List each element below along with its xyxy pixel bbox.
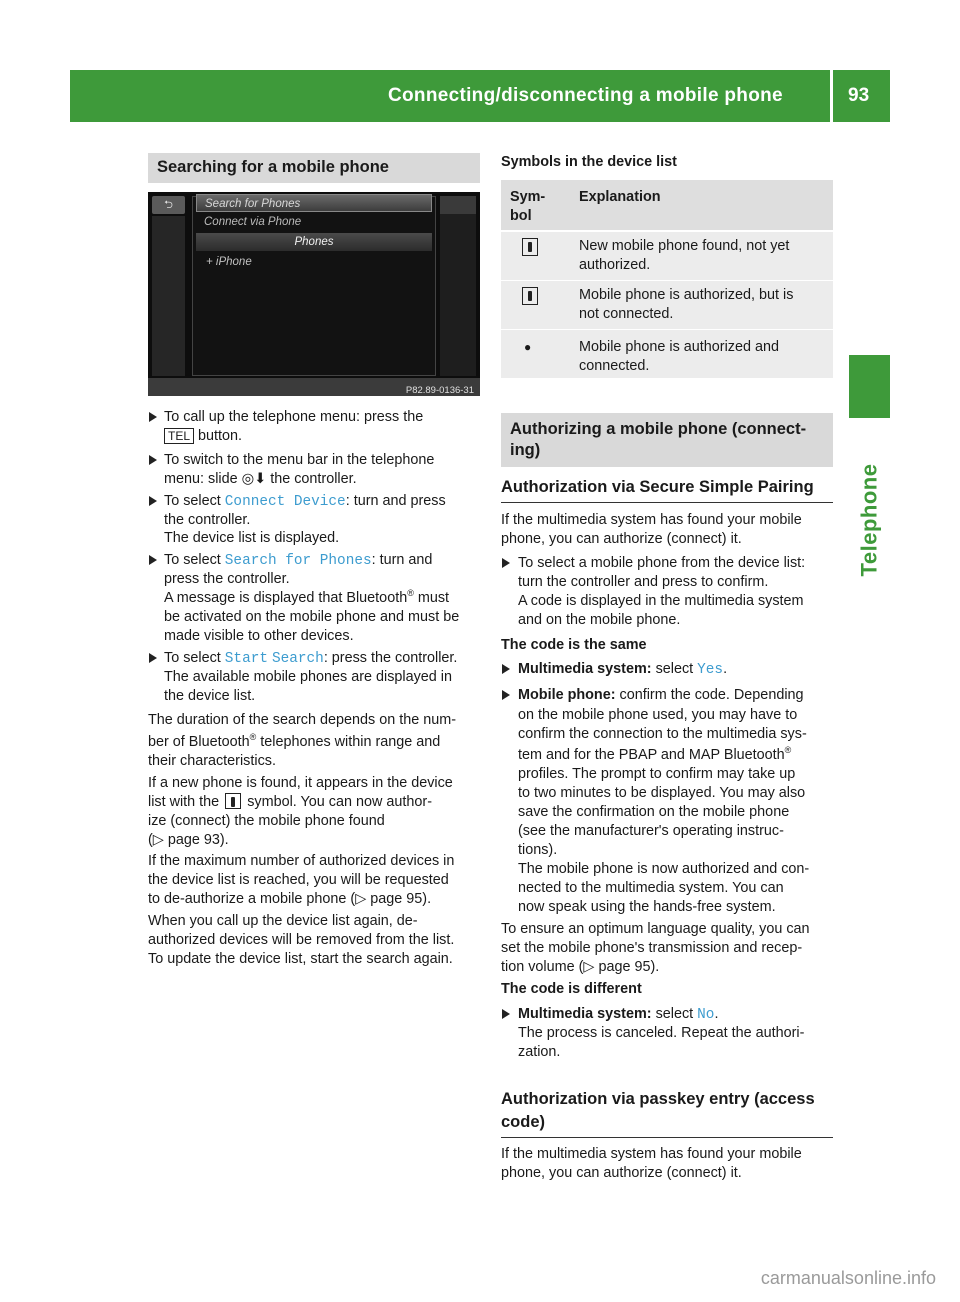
menu-item-search: Search — [271, 651, 324, 667]
paragraph-line: ize (connect) the mobile phone found — [148, 813, 385, 829]
paragraph-line: To ensure an optimum language quality, you can — [501, 921, 810, 937]
option-no: No — [697, 1007, 715, 1023]
step-arrow-icon — [149, 412, 157, 422]
step-text: A message is displayed that Bluetooth® must — [164, 588, 450, 606]
step-arrow-icon — [502, 690, 510, 700]
step-text: and on the mobile phone. — [518, 612, 681, 628]
step-text: made visible to other devices. — [164, 628, 354, 644]
controller-slide-icon: ◎⬇ — [241, 471, 267, 487]
side-tab-marker — [849, 355, 890, 418]
phone-authorized-icon — [522, 287, 538, 305]
paragraph-line: set the mobile phone's transmission and recep- — [501, 940, 803, 956]
paragraph-line: When you call up the device list again, de- — [148, 913, 418, 929]
screen-item-phones: Phones — [196, 233, 432, 251]
menu-item-start: Start — [224, 651, 268, 667]
step-text: The device list is displayed. — [164, 530, 340, 546]
step-text: Multimedia system: select Yes. — [518, 661, 728, 678]
screen-item-iphone: + iPhone — [206, 256, 252, 268]
step-text: To select Connect Device: turn and press — [164, 493, 446, 510]
side-tab — [846, 430, 892, 610]
step-text: To select a mobile phone from the device list: — [518, 555, 806, 571]
table-title: Symbols in the device list — [501, 154, 677, 170]
tel-key-icon: TEL — [164, 428, 194, 444]
step-text: To switch to the menu bar in the telephone — [164, 452, 435, 468]
option-yes: Yes — [697, 662, 724, 678]
phone-connected-icon: ● — [524, 340, 532, 354]
paragraph-line: the device list is reached, you will be requested — [148, 872, 449, 888]
step-text: To select Start Search: press the controller. — [164, 650, 458, 667]
screen-left-bar — [152, 216, 185, 376]
page-ref-link[interactable]: (▷ page 93). — [148, 832, 229, 848]
step-text: zation. — [518, 1044, 561, 1060]
step-text: Multimedia system: select No. — [518, 1006, 719, 1023]
paragraph-line: their characteristics. — [148, 753, 276, 769]
menu-item-search-for-phones: Search for Phones — [224, 553, 372, 569]
header-divider — [830, 70, 833, 122]
step-text: nected to the multimedia system. You can — [518, 880, 784, 896]
step-text: the device list. — [164, 688, 256, 704]
paragraph-line: If a new phone is found, it appears in the device — [148, 775, 453, 791]
step-text: The mobile phone is now authorized and con- — [518, 861, 810, 877]
step-text: menu: slide ◎⬇ the controller. — [164, 471, 357, 487]
screen-right-bar — [440, 196, 476, 376]
step-text: tions). — [518, 842, 558, 858]
paragraph-line: authorized devices will be removed from the list. — [148, 932, 455, 948]
header-title: Connecting/disconnecting a mobile phone — [388, 85, 783, 106]
screen-item-search: Search for Phones — [196, 194, 432, 212]
screen-right-top — [440, 196, 476, 214]
table-header: Sym- bol Explanation — [501, 180, 833, 230]
phone-found-icon — [522, 238, 538, 256]
step-text: To select Search for Phones: turn and — [164, 552, 433, 569]
step-text: To call up the telephone menu: press the — [164, 409, 424, 425]
step-arrow-icon — [149, 653, 157, 663]
step-text: save the confirmation on the mobile phone — [518, 804, 790, 820]
step-arrow-icon — [502, 1009, 510, 1019]
step-arrow-icon — [149, 555, 157, 565]
step-arrow-icon — [149, 455, 157, 465]
subheading-passkey: Authorization via passkey entry (access — [501, 1090, 815, 1108]
subheading-different: The code is different — [501, 981, 642, 997]
step-text: profiles. The prompt to confirm may take up — [518, 766, 796, 782]
step-text: Mobile phone: confirm the code. Depending — [518, 687, 804, 703]
paragraph-line: phone, you can authorize (connect) it. — [501, 531, 742, 547]
step-arrow-icon — [149, 496, 157, 506]
new-phone-icon — [223, 793, 243, 809]
step-arrow-icon — [502, 558, 510, 568]
step-text: press the controller. — [164, 571, 290, 587]
step-text: The process is canceled. Repeat the authori- — [518, 1025, 805, 1041]
step-text: turn the controller and press to confirm. — [518, 574, 769, 590]
paragraph-line: list with the symbol. You can now author- — [148, 794, 432, 810]
side-tab-label: Telephone — [856, 463, 882, 577]
paragraph-line: The duration of the search depends on the num- — [148, 712, 457, 728]
image-code: P82.89-0136-31 — [405, 385, 474, 396]
page-header — [70, 70, 890, 122]
paragraph-line: If the maximum number of authorized devices in — [148, 853, 455, 869]
subheading-same: The code is the same — [501, 637, 647, 653]
page-ref-link[interactable]: to de-authorize a mobile phone (▷ page 95). — [148, 891, 432, 907]
table-row: Mobile phone is authorized, but is not connected. — [501, 281, 833, 329]
subheading-ssp: Authorization via Secure Simple Pairing — [501, 478, 814, 496]
page-ref-link[interactable]: tion volume (▷ page 95). — [501, 959, 660, 975]
step-arrow-icon — [502, 664, 510, 674]
divider — [501, 1137, 833, 1138]
step-text: A code is displayed in the multimedia system — [518, 593, 804, 609]
step-text: the controller. — [164, 512, 251, 528]
watermark: carmanualsonline.info — [760, 1268, 936, 1288]
paragraph-line: ber of Bluetooth® telephones within range and — [148, 732, 441, 750]
paragraph-line: phone, you can authorize (connect) it. — [501, 1165, 742, 1181]
step-text: The available mobile phones are displayed in — [164, 669, 452, 685]
section-heading-authorizing: Authorizing a mobile phone (connect-ing) — [501, 413, 833, 467]
section-heading-search: Searching for a mobile phone — [148, 153, 480, 183]
subheading-passkey-cont: code) — [501, 1113, 546, 1131]
step-text: on the mobile phone used, you may have to — [518, 707, 798, 723]
step-text: TEL button. — [164, 427, 242, 446]
page-number: 93 — [848, 85, 870, 106]
step-text: to two minutes to be displayed. You may also — [518, 785, 806, 801]
step-text: confirm the connection to the multimedia sys- — [518, 726, 807, 742]
divider — [501, 502, 833, 503]
step-text: be activated on the mobile phone and must be — [164, 609, 460, 625]
step-text: now speak using the hands-free system. — [518, 899, 776, 915]
step-text: (see the manufacturer's operating instruc- — [518, 823, 784, 839]
paragraph-line: If the multimedia system has found your mobile — [501, 1146, 802, 1162]
table-row: ● Mobile phone is authorized and connected. — [501, 330, 833, 378]
back-icon: ⮌ — [152, 196, 185, 214]
screen-item-connect: Connect via Phone — [204, 216, 302, 228]
paragraph-line: To update the device list, start the search again. — [148, 951, 453, 967]
screen-photo — [148, 192, 480, 396]
paragraph-line: If the multimedia system has found your mobile — [501, 512, 802, 528]
menu-item-connect-device: Connect Device — [224, 494, 346, 510]
table-row: New mobile phone found, not yet authorized. — [501, 232, 833, 280]
step-text: tem and for the PBAP and MAP Bluetooth® — [518, 745, 792, 763]
